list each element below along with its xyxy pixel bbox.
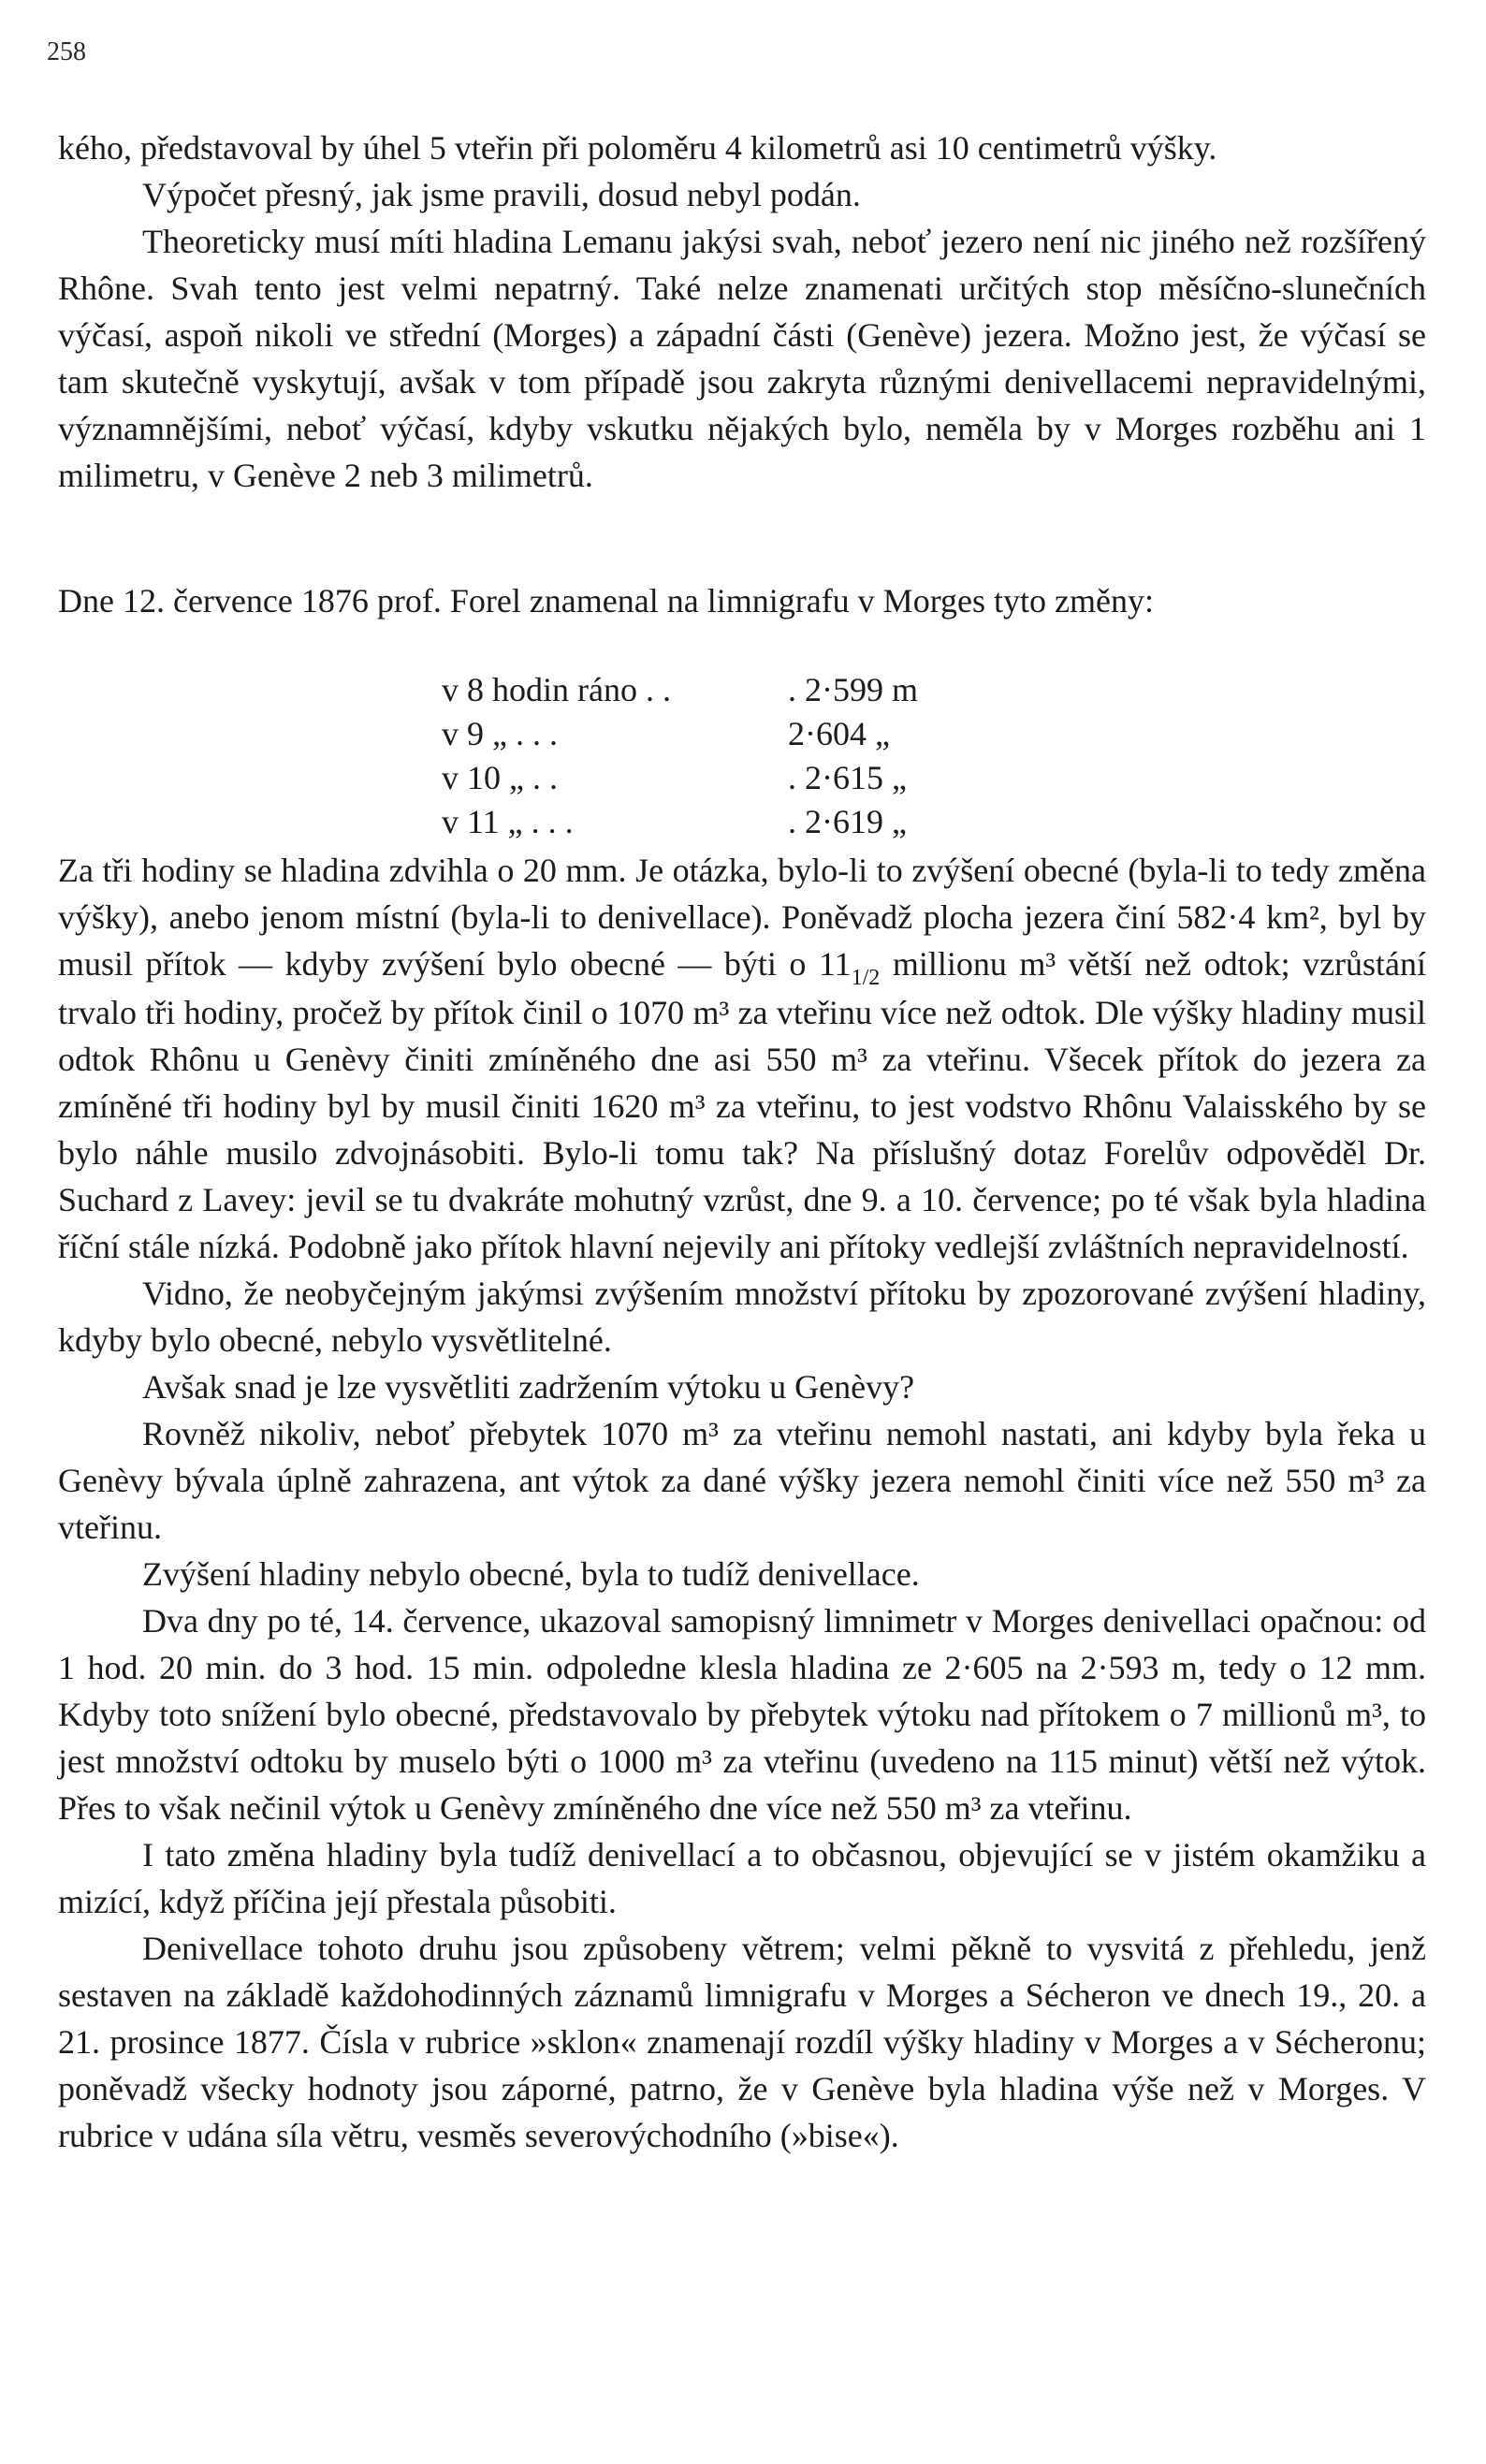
water-level-table [442,668,1078,844]
time-cell: v 9 „ . . . [442,715,558,752]
table-row [442,712,1078,756]
table-row [442,668,1078,712]
paragraph: I tato změna hladiny byla tudíž denivellací a to občasnou, objevující se v jistém okamžiku a mizící, když příčina její přestala působiti. [58,1836,1426,1920]
paragraph: Denivellace tohoto druhu jsou způsobeny větrem; velmi pěkně to vysvitá z přehledu, jenž sestaven na základě každohodinných záznamů limnigrafu v Morges a Sécheron ve dnech 19., 20. a 21. prosince 1877. Čísla v rubrice »sklon« znamenají rozdíl výšky hladiny v Morges a v Sécheronu; poněvadž všecky hodnoty jsou záporné, patrno, že v Genève byla hladina výše než v Morges. V rubrice v udána síla větru, vesměs severovýchodního (»bise«). [58,1930,1426,2154]
paragraph-part: Za tři hodiny se hladina zdvihla o 20 mm. Je otázka, bylo-li to zvýšení obecné (byla-li to tedy změna výšky), anebo jenom místní (byla-li to denivellace). Poněvadž plocha jezera činí 582·4 km², byl by musil přítok — kdyby zvýšení bylo obecné — býti o [58,852,1426,983]
level-cell: . 2·599 m [788,671,918,708]
fraction [818,945,881,990]
paragraph: Vidno, že neobyčejným jakýmsi zvýšením množství přítoku by zpozorované zvýšení hladiny, kdyby bylo obecné, nebylo vysvětlitelné. [58,1275,1426,1359]
fraction-numerator: 1 [851,966,863,990]
paragraph: Zvýšení hladiny nebylo obecné, byla to tudíž denivellace. [142,1555,920,1593]
fraction-denominator: 2 [868,966,881,990]
text-block-intro [58,124,1426,499]
paragraph: kého, představoval by úhel 5 vteřin při poloměru 4 kilometrů asi 10 centimetrů výšky. [58,129,1217,167]
paragraph [58,847,1426,1270]
text-block-discussion [58,847,1426,2159]
level-cell: . 2·619 „ [788,803,907,840]
text-block-observation [58,577,1426,624]
page-number: 258 [47,37,86,66]
level-cell: 2·604 „ [788,715,890,752]
fraction-parts: 1/2 [851,966,881,990]
paragraph-part: millionu m³ větší než odtok; vzrůstání trvalo tři hodiny, pročež by přítok činil o 1070 m³ za vteřinu více než odtok. Dle výšky hladiny musil odtok Rhônu u Genèvy činiti zmíněného dne asi 550 m³ za vteřinu. Všecek přítok do jezera za zmíněné tři hodiny byl by musil činiti 1620 m³ za vteřinu, to jest vodstvo Rhônu Valaisského by se bylo náhle musilo zdvojnásobiti. Bylo-li tomu tak? Na příslušný dotaz Forelův odpověděl Dr. Suchard z Lavey: jevil se tu dvakráte mohutný vzrůst, dne 9. a 10. července; po té však byla hladina říční stále nízká. Podobně jako přítok hlavní nejevily ani přítoky vedlejší zvláštních nepravidelností. [58,945,1427,1265]
paragraph: Rovněž nikoliv, neboť přebytek 1070 m³ za vteřinu nemohl nastati, ani kdyby byla řeka u Genèvy bývala úplně zahrazena, ant výtok za dané výšky jezera nemohl činiti více než 550 m³ za vteřinu. [58,1415,1426,1546]
time-cell: v 10 „ . . [442,759,558,796]
paragraph: Dva dny po té, 14. července, ukazoval samopisný limnimetr v Morges denivellaci opačnou: od 1 hod. 20 min. do 3 hod. 15 min. odpoledne klesla hladina ze 2·605 na 2·593 m, tedy o 12 mm. Kdyby toto snížení bylo obecné, představovalo by přebytek výtoku nad přítokem o 7 millionů m³, to jest množství odtoku by muselo býti o 1000 m³ za vteřinu (uvedeno na 115 minut) větší než výtok. Přes to však nečinil výtok u Genèvy zmíněného dne více než 550 m³ za vteřinu. [58,1602,1426,1827]
table-row [442,800,1078,844]
paragraph: Theoreticky musí míti hladina Lemanu jakýsi svah, neboť jezero není nic jiného než rozšířený Rhône. Svah tento jest velmi nepatrný. Také nelze znamenati určitých stop měsíčno-slunečních výčasí, aspoň nikoli ve střední (Morges) a západní části (Genève) jezera. Možno jest, že výčasí se tam skutečně vyskytují, avšak v tom případě jsou zakryta různými denivellacemi nepravidelnými, významnějšími, neboť výčasí, kdyby vskutku nějakých bylo, neměla by v Morges rozběhu ani 1 milimetru, v Genève 2 neb 3 milimetrů. [58,223,1426,494]
paragraph: Dne 12. července 1876 prof. Forel znamenal na limnigrafu v Morges tyto změny: [58,582,1154,620]
paragraph: Avšak snad je lze vysvětliti zadržením výtoku u Genèvy? [142,1368,915,1406]
time-cell: v 8 hodin ráno . . [442,671,671,708]
level-cell: . 2·615 „ [788,759,907,796]
paragraph: Výpočet přesný, jak jsme pravili, dosud nebyl podán. [142,176,861,213]
fraction-whole: 11 [818,945,852,983]
table-row [442,756,1078,800]
time-cell: v 11 „ . . . [442,803,574,840]
